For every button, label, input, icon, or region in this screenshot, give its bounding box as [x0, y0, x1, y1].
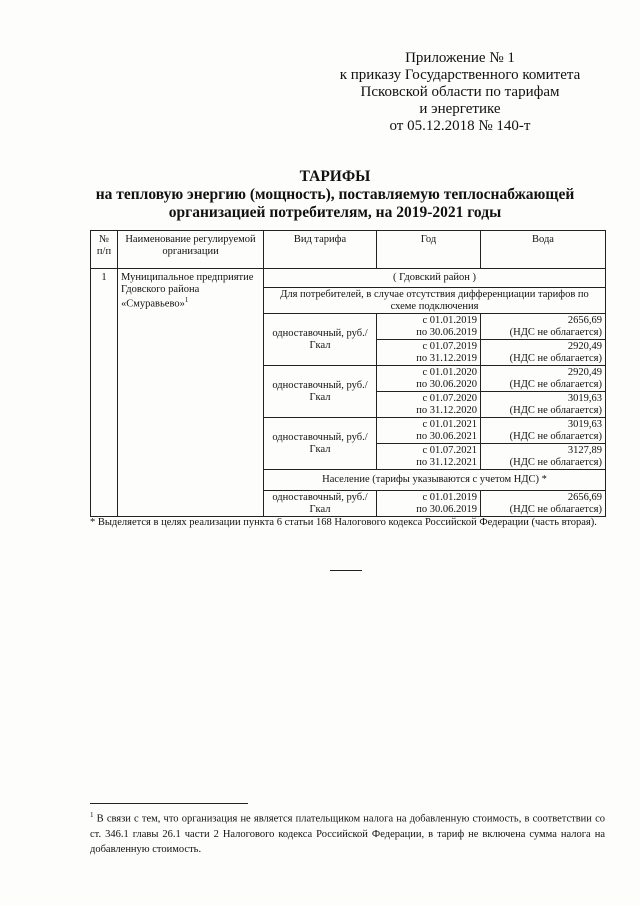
section-consumers: Для потребителей, в случае отсутствия дифференциации тарифов по схеме подключения [264, 288, 606, 314]
tariff-type-cell: одноставочный, руб./Гкал [264, 418, 377, 470]
period-cell: с 01.01.2019 по 30.06.2019 [377, 491, 481, 517]
header-num: № п/п [91, 231, 118, 269]
table-note: * Выделяется в целях реализации пункта 6 статьи 168 Налогового кодекса Российской Федерации (часть вторая). [90, 517, 597, 528]
period-cell: с 01.01.2019 по 30.06.2019 [377, 314, 481, 340]
tariff-type-cell: одноставочный, руб./Гкал [264, 491, 377, 517]
footnote-text: В связи с тем, что организация не является плательщиком налога на добавленную стоимость, в соответствии со ст. 346.1 главы 26.1 части 2 Налогового кодекса Российской Федерации, в тариф не включена сумма налога на добавленную стоимость. [90, 813, 605, 855]
footnote-number: 1 [90, 811, 94, 819]
org-name-cell [118, 269, 264, 517]
footnote [90, 808, 605, 857]
org-name: Муниципальное предприятие Гдовского района «Смуравьево» [121, 272, 254, 310]
value-cell: 3019,63 (НДС не облагается) [481, 418, 606, 444]
document-title [90, 168, 580, 222]
title-line: организацией потребителям, на 2019-2021 годы [168, 204, 502, 221]
value-cell: 2920,49 (НДС не облагается) [481, 366, 606, 392]
period-cell: с 01.01.2020 по 30.06.2020 [377, 366, 481, 392]
header-org: Наименование регулируемой организации [118, 231, 264, 269]
value-cell: 3127,89 (НДС не облагается) [481, 444, 606, 470]
value-cell: 2656,69 (НДС не облагается) [481, 491, 606, 517]
district-cell: ( Гдовский район ) [264, 269, 606, 288]
period-cell: с 01.07.2020 по 31.12.2020 [377, 392, 481, 418]
table-header-row [91, 231, 606, 269]
period-cell: с 01.07.2019 по 31.12.2019 [377, 340, 481, 366]
appendix-line: Псковской области по тарифам [360, 84, 560, 100]
tariff-type-cell: одноставочный, руб./Гкал [264, 366, 377, 418]
title-line: на тепловую энергию (мощность), поставляемую теплоснабжающей [95, 186, 575, 203]
appendix-line: и энергетике [419, 101, 501, 117]
period-cell: с 01.07.2021 по 31.12.2021 [377, 444, 481, 470]
table-row [91, 269, 606, 288]
title-line: ТАРИФЫ [299, 168, 371, 185]
header-water: Вода [481, 231, 606, 269]
value-cell: 3019,63 (НДС не облагается) [481, 392, 606, 418]
tariff-table [90, 230, 606, 517]
appendix-line: к приказу Государственного комитета [339, 67, 581, 83]
footnote-rule [90, 803, 248, 804]
period-cell: с 01.01.2021 по 30.06.2021 [377, 418, 481, 444]
footnote-mark: 1 [184, 296, 189, 304]
appendix-line: от 05.12.2018 № 140-т [389, 118, 531, 134]
value-cell: 2920,49 (НДС не облагается) [481, 340, 606, 366]
row-number: 1 [91, 269, 118, 517]
section-population: Население (тарифы указываются с учетом НДС) * [264, 470, 606, 491]
appendix-line: Приложение № 1 [405, 50, 515, 66]
separator-line [330, 570, 362, 571]
tariff-type-cell: одноставочный, руб./Гкал [264, 314, 377, 366]
header-type: Вид тарифа [264, 231, 377, 269]
value-cell: 2656,69 (НДС не облагается) [481, 314, 606, 340]
appendix-header [320, 50, 600, 135]
header-year: Год [377, 231, 481, 269]
